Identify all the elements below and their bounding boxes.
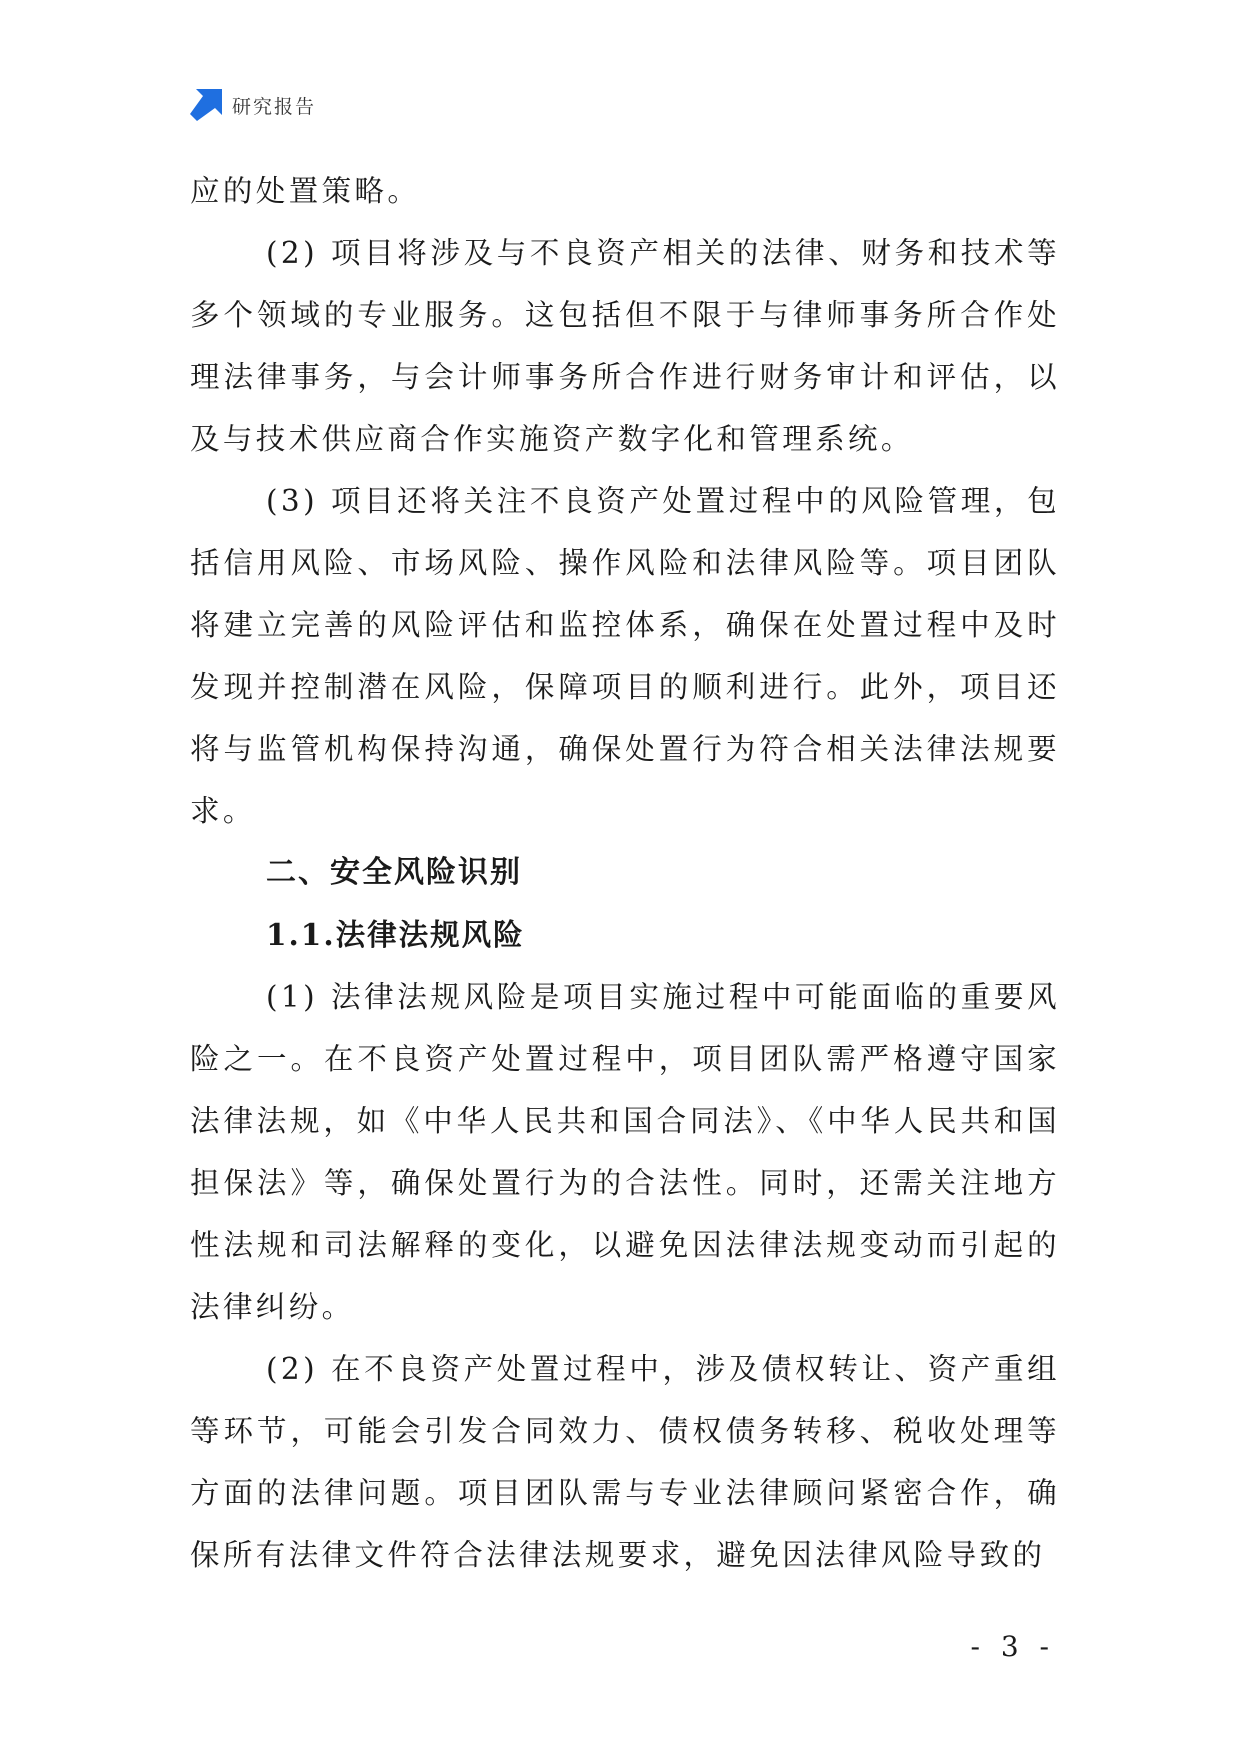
document-body [190, 160, 1060, 1586]
section-heading: 二、安全风险识别 [266, 855, 522, 890]
paragraph-item-3: (3) 项目还将关注不良资产处置过程中的风险管理，包括信用风险、市场风险、操作风险和法律风险等。项目团队将建立完善的风险评估和监控体系，确保在处置过程中及时发现并控制潜在风险，保障项目的顺利进行。此外，项目还将与监管机构保持沟通，确保处置行为符合相关法律法规要求。 [190, 484, 1060, 828]
subsection-heading: 1.1.法律法规风险 [266, 917, 525, 952]
paragraph-continuation: 应的处置策略。 [190, 174, 421, 208]
legal-risk-paragraph-1: (1) 法律法规风险是项目实施过程中可能面临的重要风险之一。在不良资产处置过程中，项目团队需严格遵守国家法律法规，如《中华人民共和国合同法》、《中华人民共和国担保法》等，确保处置行为的合法性。同时，还需关注地方性法规和司法解释的变化，以避免因法律法规变动而引起的法律纠纷。 [190, 980, 1060, 1324]
header-title: 研究报告 [232, 95, 317, 118]
legal-risk-paragraph-2: (2) 在不良资产处置过程中，涉及债权转让、资产重组等环节，可能会引发合同效力、债权债务转移、税收处理等方面的法律问题。项目团队需与专业法律顾问紧密合作，确保所有法律文件符合法律法规要求，避免因法律风险导致的 [190, 1352, 1060, 1572]
page-header [190, 88, 316, 122]
page-number: - 3 - [970, 1630, 1055, 1663]
arrow-up-right-icon [190, 89, 222, 121]
paragraph-item-2: (2) 项目将涉及与不良资产相关的法律、财务和技术等多个领域的专业服务。这包括但不限于与律师事务所合作处理法律事务，与会计师事务所合作进行财务审计和评估，以及与技术供应商合作实施资产数字化和管理系统。 [190, 236, 1060, 456]
